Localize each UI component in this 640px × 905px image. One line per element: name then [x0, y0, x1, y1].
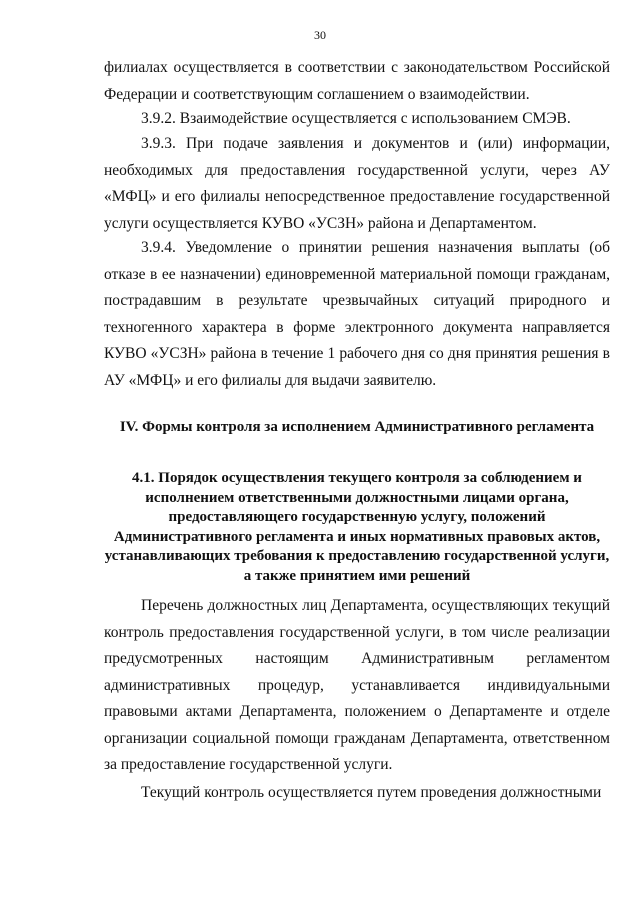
page-number: 30 — [314, 28, 326, 42]
subsection-heading-4-1: 4.1. Порядок осуществления текущего контроля за соблюдением и исполнением ответственными должностными лицами органа, предоставляющего государственную услугу, положений Административного регламента и иных нормативных правовых актов, устанавливающих требования к предоставлению государственной услуги, а также принятием ими решений — [104, 470, 610, 584]
paragraph-3-9-3 — [104, 131, 610, 237]
paragraph-officials-list — [104, 593, 610, 779]
paragraph-continuation — [104, 55, 610, 108]
paragraph-3-9-2 — [104, 106, 610, 133]
paragraph-text: 3.9.2. Взаимодействие осуществляется с использованием СМЭВ. — [141, 110, 571, 127]
paragraph-text: филиалах осуществляется в соответствии с законодательством Российской Федерации и соответствующим соглашением о взаимодействии. — [104, 59, 610, 103]
paragraph-text: Перечень должностных лиц Департамента, осуществляющих текущий контроль предоставления государственной услуги, в том числе реализации предусмотренных настоящим Административным регламентом административных процедур, устанавливается индивидуальными правовыми актами Департамента, положением о Департаменте и отделе организации социальной помощи гражданам Департамента, ответственном за предоставление государственной услуги. — [104, 597, 610, 773]
paragraph-text: 3.9.4. Уведомление о принятии решения назначения выплаты (об отказе в ее назначении) единовременной материальной помощи гражданам, пострадавшим в результате чрезвычайных ситуаций природного и техногенного характера в форме электронного документа направляется КУВО «УСЗН» района в течение 1 рабочего дня со дня принятия решения в АУ «МФЦ» и его филиалы для выдачи заявителю. — [104, 239, 610, 389]
paragraph-text: Текущий контроль осуществляется путем проведения должностными — [141, 784, 602, 801]
paragraph-text: 3.9.3. При подаче заявления и документов и (или) информации, необходимых для предоставления государственной услуги, через АУ «МФЦ» и его филиалы непосредственное предоставление государственной услуги осуществляется КУВО «УСЗН» района и Департаментом. — [104, 135, 610, 232]
paragraph-current-control — [104, 780, 610, 807]
section-heading-iv: IV. Формы контроля за исполнением Административного регламента — [119, 419, 595, 435]
paragraph-3-9-4 — [104, 235, 610, 394]
